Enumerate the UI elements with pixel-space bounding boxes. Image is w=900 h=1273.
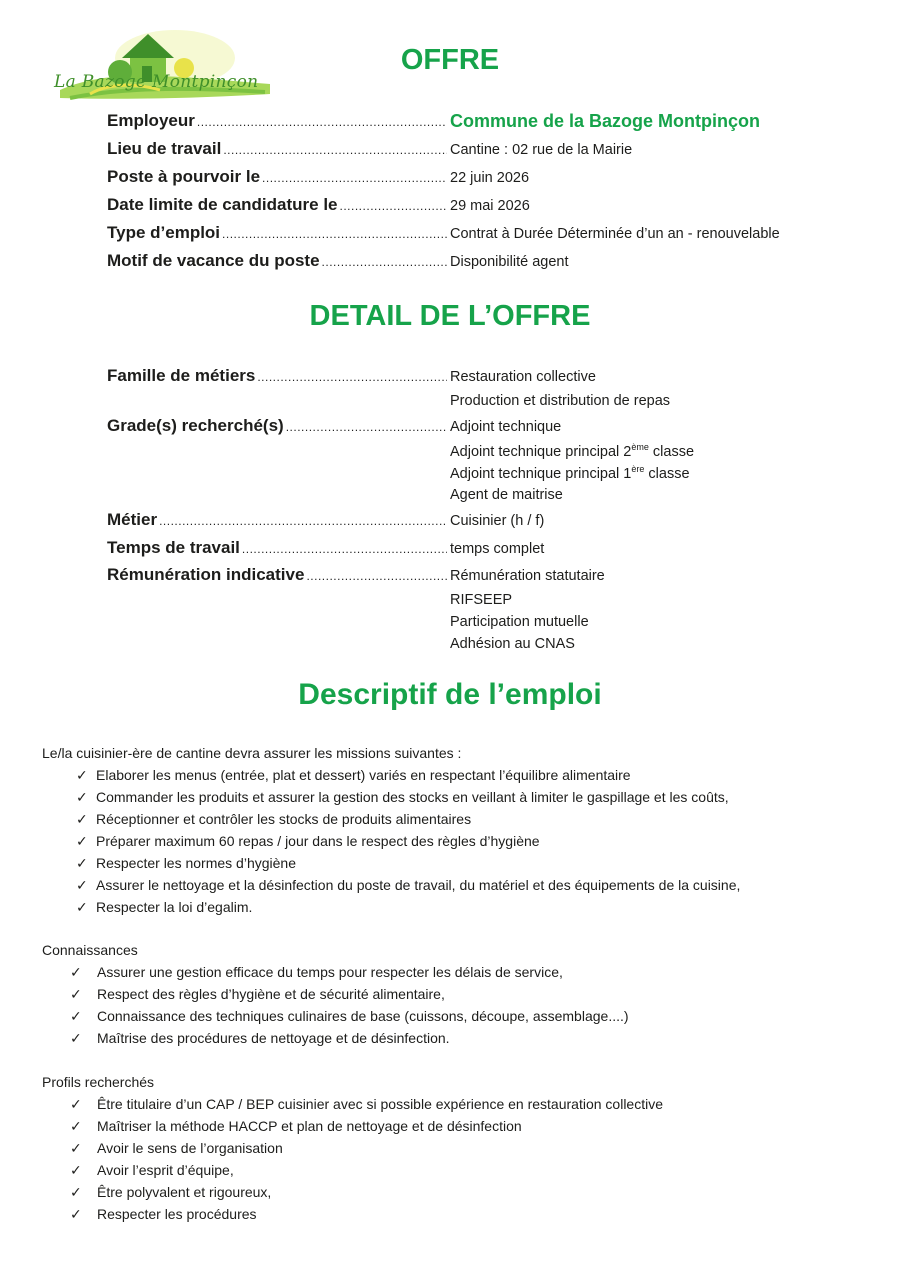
offre-row-type <box>107 223 867 247</box>
list-item <box>70 1162 234 1179</box>
field-label: Lieu de travail <box>107 139 222 158</box>
list-item <box>76 767 631 784</box>
missions-intro: Le/la cuisinier-ère de cantine devra assurer les missions suivantes : <box>42 745 462 761</box>
grade-text: Adjoint technique principal 2 <box>450 443 632 460</box>
check-icon: ✓ <box>70 1140 82 1156</box>
field-value: 29 mai 2026 <box>450 198 530 214</box>
list-item <box>76 899 252 916</box>
check-icon: ✓ <box>76 833 88 849</box>
check-icon: ✓ <box>70 964 82 980</box>
field-label: Rémunération indicative <box>107 565 305 584</box>
field-value: Cantine : 02 rue de la Mairie <box>450 142 633 158</box>
grade-text: classe <box>644 465 690 482</box>
field-value: Cuisinier (h / f) <box>450 513 545 529</box>
detail-row-famille <box>107 366 867 390</box>
item-text: Être polyvalent et rigoureux, <box>97 1184 272 1200</box>
leader-dots <box>257 370 447 384</box>
item-text: Respecter la loi d’egalim. <box>96 899 253 915</box>
item-text: Réceptionner et contrôler les stocks de produits alimentaires <box>96 811 472 827</box>
check-icon: ✓ <box>70 986 82 1002</box>
grade-sup: ère <box>631 464 645 474</box>
list-item <box>70 1184 271 1201</box>
field-label: Grade(s) recherché(s) <box>107 416 284 435</box>
item-text: Assurer une gestion efficace du temps pour respecter les délais de service, <box>97 964 563 980</box>
check-icon: ✓ <box>76 899 88 915</box>
leader-dots <box>286 420 447 434</box>
field-label: Type d’emploi <box>107 223 221 242</box>
field-label: Famille de métiers <box>107 366 256 385</box>
offre-row-poste <box>107 167 867 191</box>
leader-dots <box>222 227 447 241</box>
grade-sup: ème <box>631 442 649 452</box>
connaissances-title: Connaissances <box>42 942 138 958</box>
field-value: Adhésion au CNAS <box>450 636 575 652</box>
field-label: Motif de vacance du poste <box>107 251 320 270</box>
item-text: Assurer le nettoyage et la désinfection du poste de travail, du matériel et des équipements de la cuisine, <box>96 877 741 893</box>
offre-row-motif <box>107 251 867 275</box>
field-value: Production et distribution de repas <box>450 393 671 409</box>
check-icon: ✓ <box>70 1162 82 1178</box>
item-text: Maîtrise des procédures de nettoyage et de désinfection. <box>97 1030 450 1046</box>
leader-dots <box>340 199 447 213</box>
detail-row-metier <box>107 510 867 534</box>
check-icon: ✓ <box>70 1096 82 1112</box>
item-text: Elaborer les menus (entrée, plat et dessert) variés en respectant l’équilibre alimentaire <box>96 767 631 783</box>
detail-row-remuneration <box>107 565 867 589</box>
title-offre: OFFRE <box>400 44 500 76</box>
leader-dots <box>242 542 447 556</box>
check-icon: ✓ <box>70 1030 82 1046</box>
leader-dots <box>223 143 447 157</box>
item-text: Commander les produits et assurer la gestion des stocks en veillant à limiter le gaspillage et les coûts, <box>96 789 729 805</box>
list-item <box>70 1140 283 1157</box>
field-value: Contrat à Durée Déterminée d’un an - renouvelable <box>450 226 780 242</box>
title-detail: DETAIL DE L’OFFRE <box>309 300 591 332</box>
check-icon: ✓ <box>76 789 88 805</box>
field-label: Employeur <box>107 111 195 130</box>
check-icon: ✓ <box>76 811 88 827</box>
leader-dots <box>306 569 447 583</box>
field-value: Disponibilité agent <box>450 254 569 270</box>
title-descriptif: Descriptif de l’emploi <box>298 678 602 711</box>
field-value: Participation mutuelle <box>450 614 589 630</box>
item-text: Respect des règles d’hygiène et de sécurité alimentaire, <box>97 986 445 1002</box>
field-label: Temps de travail <box>107 538 240 557</box>
check-icon: ✓ <box>76 855 88 871</box>
leader-dots <box>159 514 447 528</box>
item-text: Connaissance des techniques culinaires de base (cuissons, découpe, assemblage....) <box>97 1008 629 1024</box>
profils-title: Profils recherchés <box>42 1074 155 1090</box>
leader-dots <box>197 115 447 129</box>
grade-text: classe <box>648 443 695 460</box>
check-icon: ✓ <box>76 767 88 783</box>
offre-row-date-limite <box>107 195 867 219</box>
check-icon: ✓ <box>70 1206 82 1222</box>
field-label: Poste à pourvoir le <box>107 167 261 186</box>
field-value: Adjoint technique <box>450 419 562 435</box>
list-item <box>70 986 445 1003</box>
item-text: Avoir l’esprit d’équipe, <box>97 1162 234 1178</box>
leader-dots <box>322 255 447 269</box>
list-item <box>70 1118 522 1135</box>
grade-text: Adjoint technique principal 1 <box>450 465 632 482</box>
logo-text: La Bazoge Montpinçon <box>54 72 259 92</box>
field-value: Rémunération statutaire <box>450 568 605 584</box>
check-icon: ✓ <box>76 877 88 893</box>
item-text: Respecter les procédures <box>97 1206 257 1222</box>
grade-principal-1 <box>450 464 690 482</box>
field-value: RIFSEEP <box>450 592 513 608</box>
list-item <box>76 855 296 872</box>
list-item <box>76 877 740 894</box>
field-value: Agent de maitrise <box>450 487 563 503</box>
check-icon: ✓ <box>70 1118 82 1134</box>
field-label: Métier <box>107 510 158 529</box>
list-item <box>70 1030 450 1047</box>
field-value: temps complet <box>450 541 545 557</box>
leader-dots <box>262 171 447 185</box>
item-text: Être titulaire d’un CAP / BEP cuisinier avec si possible expérience en restauration collective <box>97 1096 663 1112</box>
grade-principal-2 <box>450 442 694 460</box>
list-item <box>76 811 471 828</box>
detail-row-grades <box>107 416 867 440</box>
item-text: Maîtriser la méthode HACCP et plan de nettoyage et de désinfection <box>97 1118 522 1134</box>
offre-row-lieu <box>107 139 867 163</box>
check-icon: ✓ <box>70 1008 82 1024</box>
detail-row-temps <box>107 538 867 562</box>
check-icon: ✓ <box>70 1184 82 1200</box>
list-item <box>70 1096 663 1113</box>
list-item <box>70 1206 257 1223</box>
list-item <box>70 964 563 981</box>
list-item <box>76 789 729 806</box>
item-text: Préparer maximum 60 repas / jour dans le respect des règles d’hygiène <box>96 833 540 849</box>
list-item <box>76 833 540 850</box>
field-value: 22 juin 2026 <box>450 170 530 186</box>
item-text: Respecter les normes d’hygiène <box>96 855 296 871</box>
offre-row-employeur <box>107 111 867 135</box>
item-text: Avoir le sens de l’organisation <box>97 1140 283 1156</box>
field-value: Restauration collective <box>450 369 596 385</box>
field-label: Date limite de candidature le <box>107 195 338 214</box>
list-item <box>70 1008 629 1025</box>
field-value: Commune de la Bazoge Montpinçon <box>450 111 761 131</box>
